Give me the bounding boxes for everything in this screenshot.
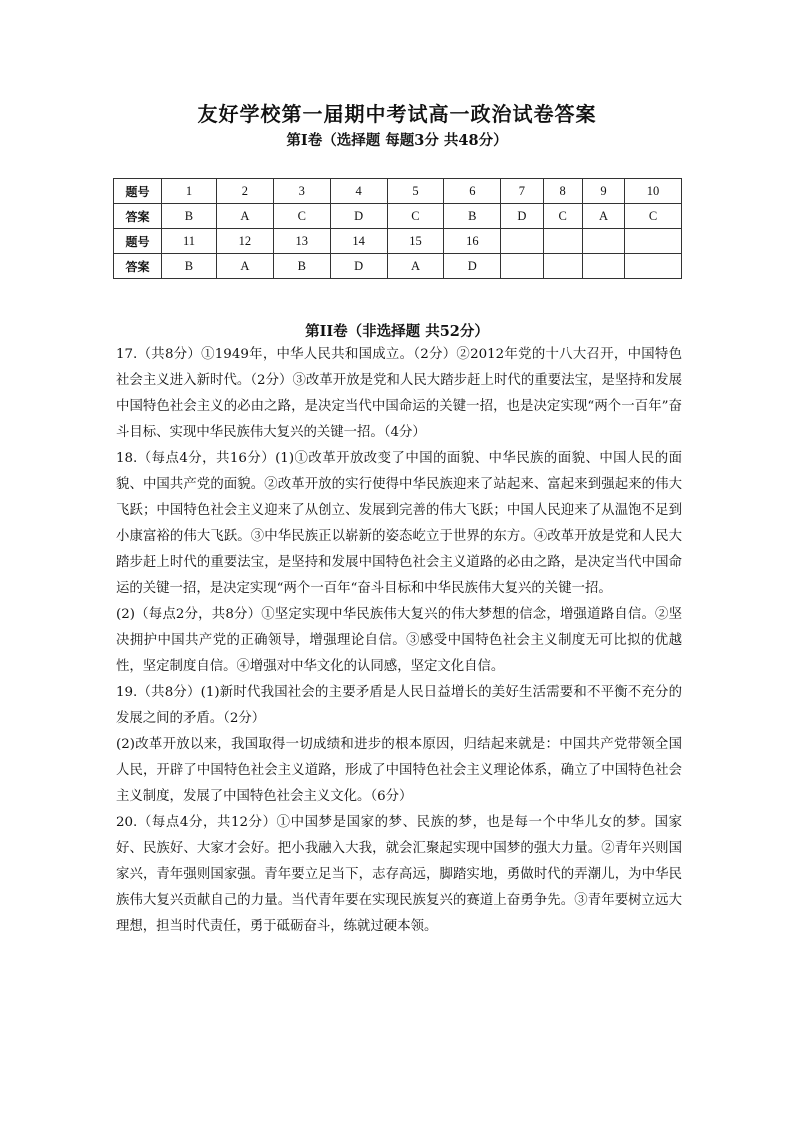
table-cell: 答案 [114, 254, 162, 279]
table-cell: C [625, 204, 682, 229]
table-cell: C [387, 204, 444, 229]
table-cell: 15 [387, 229, 444, 254]
answer-paragraph-18-1: 18.（每点4分，共16分）(1)①改革开放改变了中国的面貌、中华民族的面貌、中国人民的面貌、中国共产党的面貌。②改革开放的实行使得中华民族迎来了站起来、富起来到强起来的伟大飞跃；中国特色社会主义迎来了从创立、发展到完善的伟大飞跃；中国人民迎来了从温饱不足到小康富裕的伟大飞跃。③中华民族正以崭新的姿态屹立于世界的东方。④改革开放是党和人民大踏步赶上时代的重要法宝，是坚持和发展中国特色社会主义道路的必由之路，是决定当代中国命运的关键一招，是决定实现“两个一百年“奋斗目标和中华民族伟大复兴的关键一招。 [116, 451, 682, 596]
table-cell: C [543, 204, 582, 229]
answer-paragraph-20: 20.（每点4分，共12分）①中国梦是国家的梦、民族的梦，也是每一个中华儿女的梦。国家好、民族好、大家才会好。把小我融入大我，就会汇聚起实现中国梦的强大力量。②青年兴则国家兴，青年强则国家强。青年要立足当下，志存高远，脚踏实地，勇做时代的弄潮儿，为中华民族伟大复兴贡献自己的力量。当代青年要在实现民族复兴的赛道上奋勇争先。③青年要树立远大理想，担当时代责任，勇于砥砺奋斗，练就过硬本领。 [116, 815, 682, 934]
table-cell: A [216, 254, 273, 279]
answer-paragraph-18-2: (2)（每点2分，共8分）①坚定实现中华民族伟大复兴的伟大梦想的信念，增强道路自信。②坚决拥护中国共产党的正确领导，增强理论自信。③感受中国特色社会主义制度无可比拟的优越性，坚定制度自信。④增强对中华文化的认同感，坚定文化自信。 [116, 607, 682, 674]
table-cell: 13 [273, 229, 330, 254]
table-cell: 题号 [114, 179, 162, 204]
table-cell: 7 [501, 179, 543, 204]
answer-body [116, 342, 682, 940]
answer-paragraph-17: 17.（共8分）①1949年，中华人民共和国成立。（2分）②2012年党的十八大召开，中国特色社会主义进入新时代。（2分）③改革开放是党和人民大踏步赶上时代的重要法宝，是坚持和发展中国特色社会主义的必由之路，是决定当代中国命运的关键一招，也是决定实现“两个一百年”奋斗目标、实现中华民族伟大复兴的关键一招。（4分） [116, 347, 682, 440]
table-cell: D [330, 254, 387, 279]
table-cell [625, 229, 682, 254]
table-cell: B [273, 254, 330, 279]
table-cell: 3 [273, 179, 330, 204]
table-cell: D [501, 204, 543, 229]
table-row [114, 254, 682, 279]
answer-paragraph-19-1: 19.（共8分）(1)新时代我国社会的主要矛盾是人民日益增长的美好生活需要和不平衡不充分的发展之间的矛盾。（2分） [116, 685, 682, 726]
table-cell: B [162, 254, 217, 279]
table-cell: 8 [543, 179, 582, 204]
table-cell: 5 [387, 179, 444, 204]
table-cell: 答案 [114, 204, 162, 229]
table-cell [543, 229, 582, 254]
table-cell: A [582, 204, 624, 229]
table-cell: B [162, 204, 217, 229]
answer-table [113, 178, 682, 279]
table-cell: 10 [625, 179, 682, 204]
table-row [114, 204, 682, 229]
table-cell [501, 229, 543, 254]
table-cell [582, 229, 624, 254]
table-cell: 4 [330, 179, 387, 204]
table-cell: D [330, 204, 387, 229]
table-cell [501, 254, 543, 279]
table-cell: 12 [216, 229, 273, 254]
part1-heading: 第Ⅰ卷（选择题 每题3分 共48分） [286, 132, 508, 149]
page-title: 友好学校第一届期中考试高一政治试卷答案 [197, 102, 597, 126]
table-cell: 2 [216, 179, 273, 204]
table-cell: 9 [582, 179, 624, 204]
table-cell: A [216, 204, 273, 229]
answer-paragraph-19-2: (2)改革开放以来，我国取得一切成绩和进步的根本原因，归结起来就是：中国共产党带领全国人民，开辟了中国特色社会主义道路，形成了中国特色社会主义理论体系，确立了中国特色社会主义制度，发展了中国特色社会主义文化。（6分） [116, 737, 682, 804]
table-cell [625, 254, 682, 279]
table-cell: D [444, 254, 501, 279]
table-cell: 16 [444, 229, 501, 254]
table-cell: 题号 [114, 229, 162, 254]
table-cell [582, 254, 624, 279]
table-cell: 1 [162, 179, 217, 204]
table-cell: C [273, 204, 330, 229]
table-cell: 6 [444, 179, 501, 204]
table-cell: B [444, 204, 501, 229]
table-cell: A [387, 254, 444, 279]
table-row [114, 229, 682, 254]
table-cell: 11 [162, 229, 217, 254]
part2-heading: 第II卷（非选择题 共52分） [305, 323, 489, 340]
table-cell: 14 [330, 229, 387, 254]
table-cell [543, 254, 582, 279]
table-row [114, 179, 682, 204]
